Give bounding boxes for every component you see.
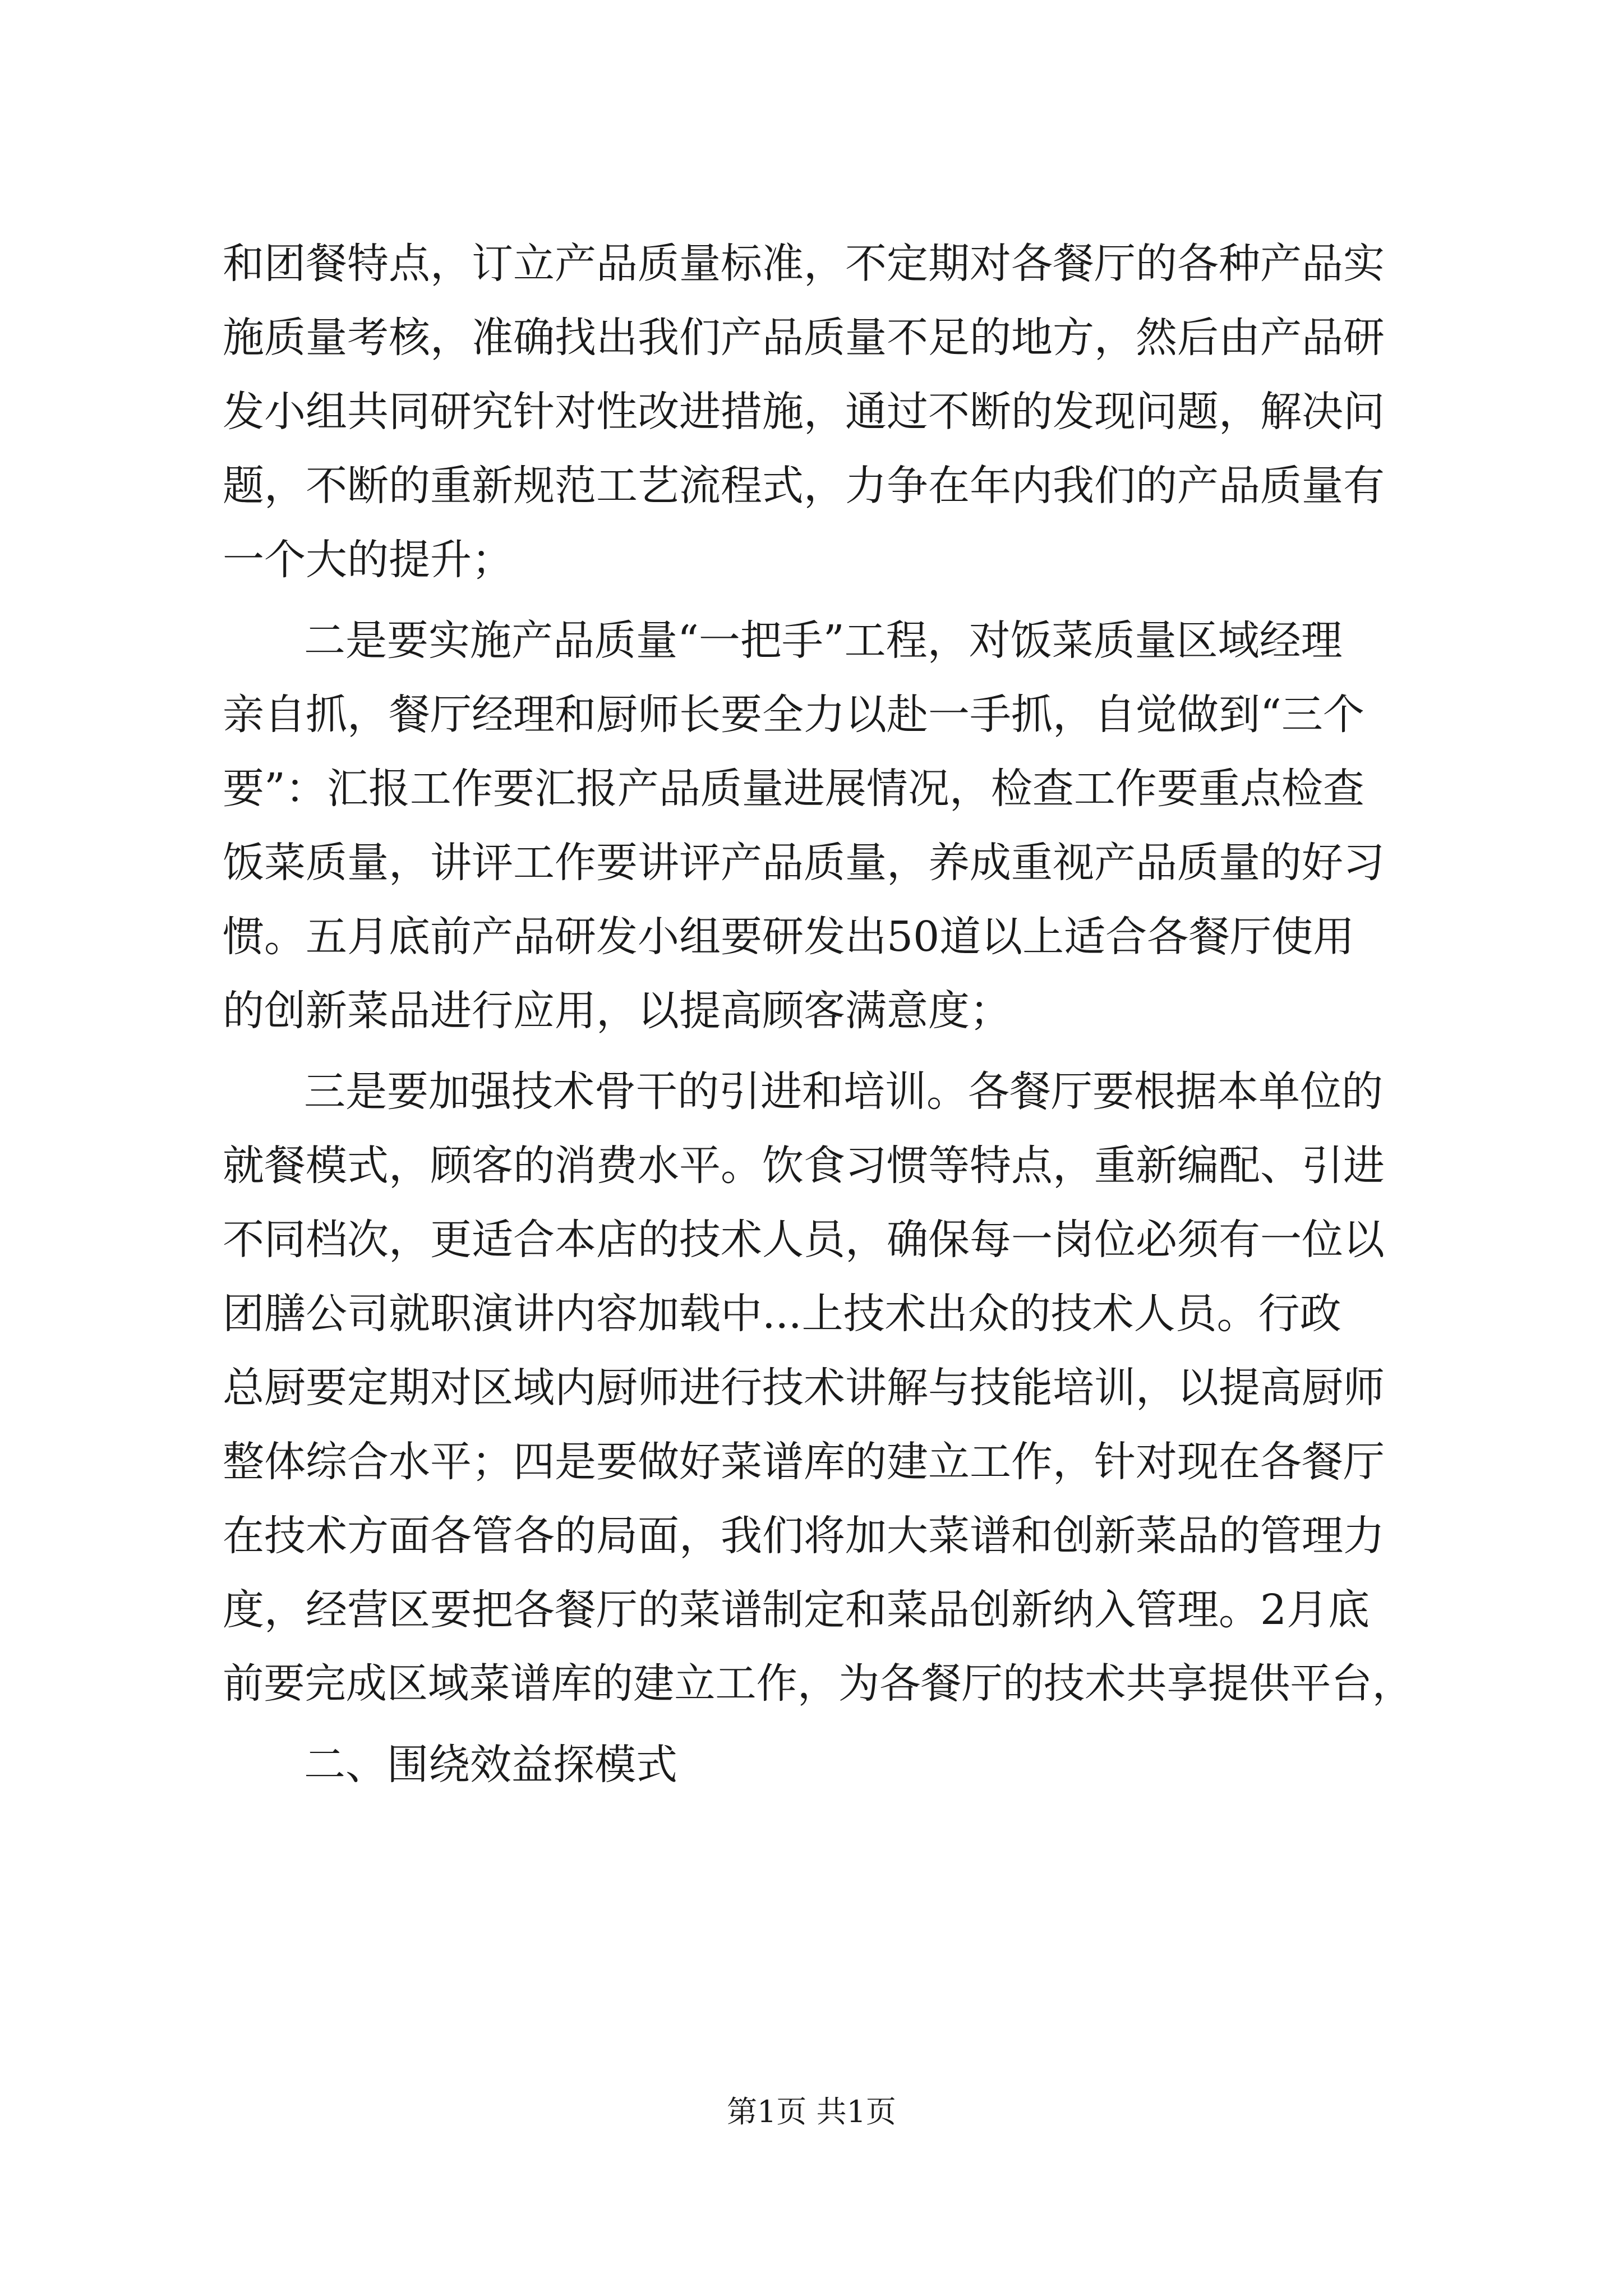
- section-heading: 二、围绕效益探模式: [304, 1741, 677, 1789]
- para-3-line-1: 三是要加强技术骨干的引进和培训。各餐厅要根据本单位的: [304, 1068, 1383, 1116]
- body-line-4: 题，不断的重新规范工艺流程式，力争在年内我们的产品质量有: [223, 462, 1385, 510]
- para-2-line-1: 二是要实施产品质量“一把手”工程，对饭菜质量区域经理: [304, 616, 1343, 665]
- para-3-line-9: 前要完成区域菜谱库的建立工作，为各餐厅的技术共享提供平台，: [223, 1660, 1413, 1708]
- para-3-line-5: 总厨要定期对区域内厨师进行技术讲解与技能培训，以提高厨师: [223, 1364, 1385, 1412]
- para-2-line-5: 惯。五月底前产品研发小组要研发出50道以上适合各餐厅使用: [223, 913, 1355, 961]
- body-line-5: 一个大的提升；: [223, 536, 513, 584]
- body-line-2: 施质量考核，准确找出我们产品质量不足的地方，然后由产品研: [223, 314, 1385, 362]
- para-2-line-3: 要”：汇报工作要汇报产品质量进展情况，检查工作要重点检查: [223, 765, 1364, 813]
- body-line-1: 和团餐特点，订立产品质量标准，不定期对各餐厅的各种产品实: [223, 240, 1385, 288]
- para-3-line-4: 团膳公司就职演讲内容加载中...上技术出众的技术人员。行政: [223, 1290, 1341, 1338]
- para-2-line-6: 的创新菜品进行应用，以提高顾客满意度；: [223, 987, 1011, 1035]
- body-line-3: 发小组共同研究针对性改进措施，通过不断的发现问题，解决问: [223, 388, 1385, 436]
- para-3-line-6: 整体综合水平；四是要做好菜谱库的建立工作，针对现在各餐厅: [223, 1438, 1385, 1486]
- para-3-line-7: 在技术方面各管各的局面，我们将加大菜谱和创新菜品的管理力: [223, 1512, 1385, 1560]
- para-3-line-8: 度，经营区要把各餐厅的菜谱制定和菜品创新纳入管理。2月底: [223, 1586, 1370, 1634]
- para-3-line-3: 不同档次，更适合本店的技术人员，确保每一岗位必须有一位以: [223, 1216, 1385, 1264]
- para-2-line-4: 饭菜质量，讲评工作要讲评产品质量，养成重视产品质量的好习: [223, 839, 1385, 887]
- page-footer: 第1页 共1页: [727, 2094, 896, 2129]
- para-3-line-2: 就餐模式，顾客的消费水平。饮食习惯等特点，重新编配、引进: [223, 1142, 1385, 1190]
- para-2-line-2: 亲自抓，餐厅经理和厨师长要全力以赴一手抓，自觉做到“三个: [223, 691, 1364, 739]
